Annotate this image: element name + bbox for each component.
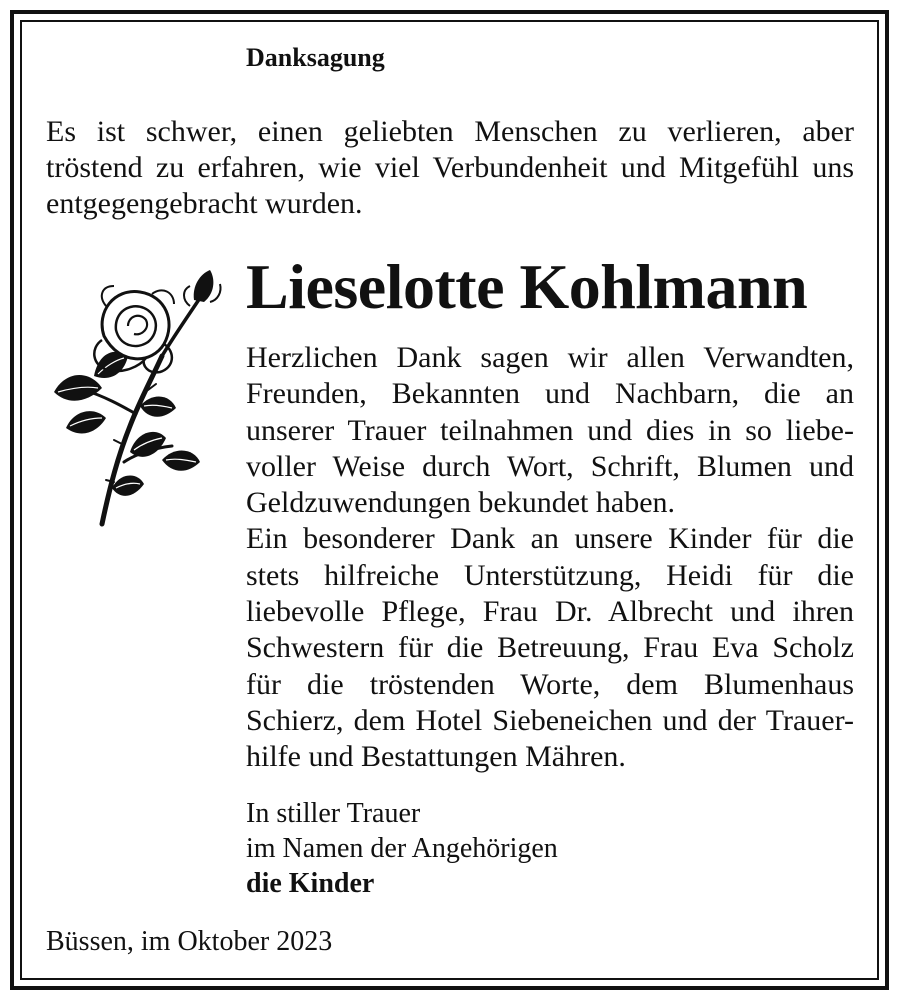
signer: die Kinder bbox=[246, 868, 375, 899]
place-date: Büssen, im Oktober 2023 bbox=[46, 926, 333, 957]
thanks-line: voller Weise durch Wort, Schrift, Blumen und bbox=[246, 449, 854, 483]
thanks-line: unserer Trauer teilnahmen und dies in so liebe- bbox=[246, 413, 854, 447]
closing-block bbox=[246, 796, 558, 901]
thanks-line: Geldzuwendungen bekundet haben. bbox=[246, 486, 676, 520]
intro-paragraph bbox=[46, 114, 854, 222]
intro-line: Es ist schwer, einen geliebten Menschen zu verlieren, aber bbox=[46, 115, 854, 148]
rose-icon bbox=[44, 266, 224, 536]
thanks-line: liebevolle Pflege, Frau Dr. Albrecht und ihren bbox=[246, 595, 854, 629]
thanks-line: stets hilfreiche Unterstützung, Heidi für die bbox=[246, 558, 854, 592]
closing-line: im Namen der Angehörigen bbox=[246, 833, 558, 864]
notice-heading: Danksagung bbox=[246, 43, 385, 72]
closing-line: In stiller Trauer bbox=[246, 798, 421, 829]
thanks-line: Freunden, Bekannten und Nachbarn, die an bbox=[246, 377, 854, 411]
thanks-line: hilfe und Bestattungen Mähren. bbox=[246, 740, 626, 774]
thanks-line: Ein besonderer Dank an unsere Kinder für die bbox=[246, 522, 854, 556]
thanks-line: Schwestern für die Betreuung, Frau Eva Scholz bbox=[246, 631, 854, 665]
deceased-name: Lieselotte Kohlmann bbox=[246, 251, 808, 322]
thanks-line: Herzlichen Dank sagen wir allen Verwandten, bbox=[246, 341, 854, 374]
thanks-line: Schierz, dem Hotel Siebeneichen und der Trauer- bbox=[246, 703, 854, 737]
thanks-paragraph bbox=[246, 340, 854, 776]
thanks-line: für die tröstenden Worte, dem Blumenhaus bbox=[246, 667, 854, 701]
intro-line: tröstend zu erfahren, wie viel Verbundenheit und Mitgefühl uns bbox=[46, 151, 854, 184]
intro-line: entgegengebracht wurden. bbox=[46, 187, 363, 220]
